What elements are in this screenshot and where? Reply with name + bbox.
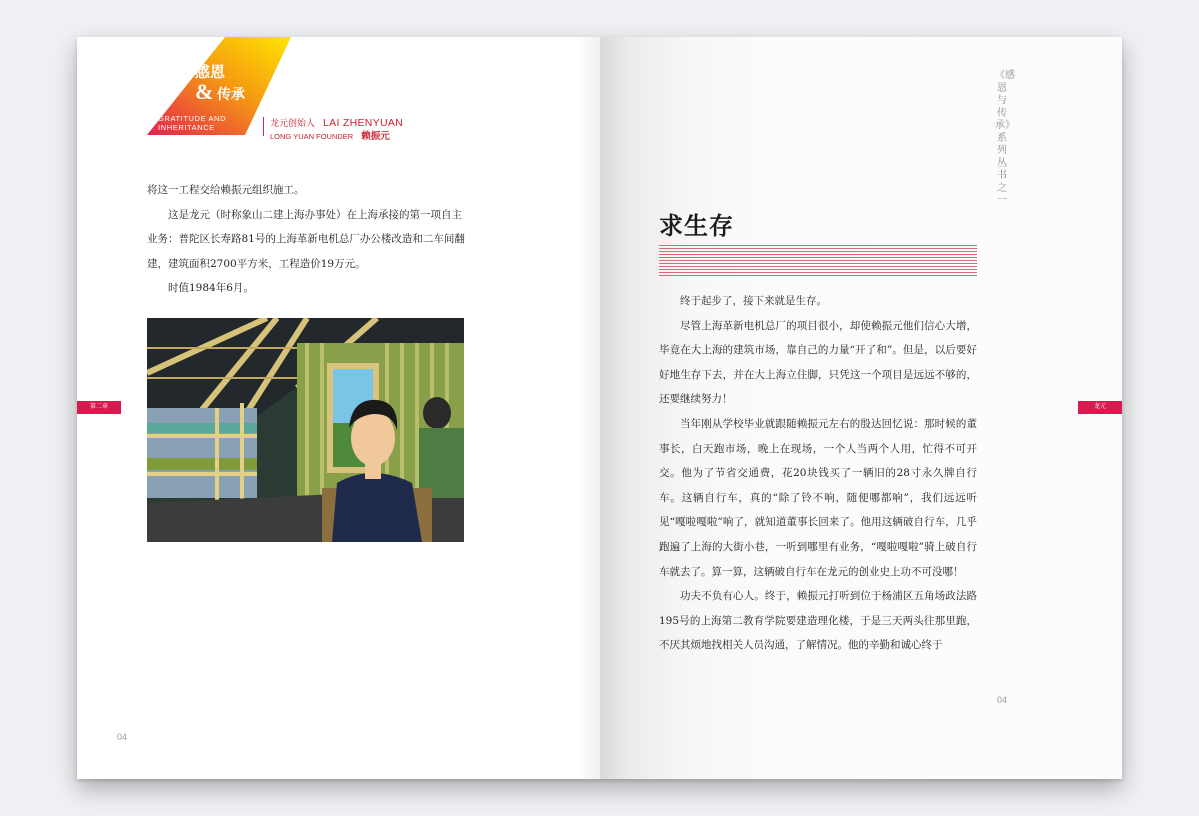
- logo-english: GRATITUDE AND INHERITANCE: [158, 114, 227, 132]
- founder-name-cn: 赖振元: [361, 131, 390, 142]
- gutter-shadow: [577, 37, 600, 779]
- page-number-right: 04: [997, 695, 1008, 705]
- founder-label-en: LONG YUAN FOUNDER: [270, 132, 354, 141]
- right-paragraph: 尽管上海革新电机总厂的项目很小，却使赖振元他们信心大增，毕竟在大上海的建筑市场，靠自己的力量“开了和”。但是，以后要好好地生存下去，并在大上海立住脚，只凭这一个项目是远远不够的，还要继续努力！: [659, 319, 977, 406]
- page-number: 04: [117, 732, 128, 742]
- illustration-image: [147, 318, 464, 542]
- left-paragraph: 将这一工程交给赖振元组织施工。: [147, 184, 305, 196]
- founder-name-en: LAI ZHENYUAN: [323, 117, 404, 129]
- left-paragraph: 时值1984年6月。: [168, 282, 254, 294]
- logo-title-line2: 传承: [217, 87, 245, 103]
- left-body-text: [147, 178, 467, 301]
- right-body-text: [659, 289, 977, 658]
- founder-line2: [270, 128, 390, 142]
- right-paragraph: 功夫不负有心人。终于，赖振元打听到位于杨浦区五角场政法路195号的上海第二教育学院要建造理化楼，于是三天两头往那里跑，不厌其烦地找相关人员沟通，了解情况。他的辛勤和诚心终于: [659, 590, 977, 652]
- series-title-vertical: 《感恩与传承》系列丛书之一: [995, 70, 1015, 206]
- right-paragraph: 当年刚从学校毕业就跟随赖振元左右的殷达回忆说：那时候的董事长，白天跑市场，晚上在现场，一个人当两个人用，忙得不可开交。他为了节省交通费，花20块钱买了一辆旧的28寸永久牌自行车。这辆自行车，真的“除了铃不响，随便哪都响”，我们远远听见“嘎啦嘎啦”响了，就知道董事长回来了。他用这辆破自行车，几乎跑遍了上海的大街小巷，一听到哪里有业务，“嘎啦嘎啦”骑上破自行车就去了。算一算，这辆破自行车在龙元的创业史上功不可没哪！: [659, 417, 977, 578]
- section-title: 求生存: [659, 211, 734, 240]
- left-page: [77, 37, 600, 779]
- logo-ampersand: &: [195, 79, 214, 104]
- title-stripes: [659, 245, 977, 276]
- brand-tab: 龙元: [1078, 401, 1122, 414]
- founder-label-cn: 龙元创始人: [270, 118, 316, 128]
- logo-title-line1: 感恩: [195, 63, 226, 81]
- right-paragraph: 终于起步了，接下来就是生存。: [680, 295, 827, 307]
- chapter-tab: 第二章: [77, 401, 121, 414]
- header-divider: [263, 117, 264, 136]
- left-paragraph: 这是龙元（时称象山二建上海办事处）在上海承接的第一项自主业务：普陀区长寿路81号的上海革新电机总厂办公楼改造和二车间翻建，建筑面积2700平方米，工程造价19万元。: [147, 208, 465, 270]
